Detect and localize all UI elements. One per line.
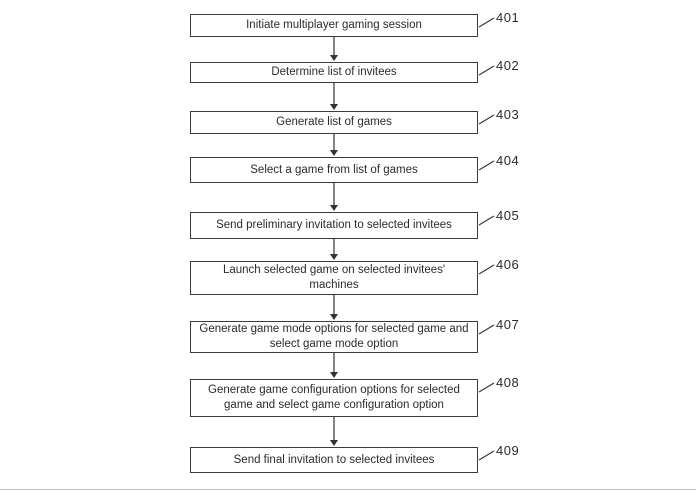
flow-step-label: Determine list of invitees: [271, 66, 397, 79]
leader-line: [479, 115, 494, 124]
reference-number: 402: [496, 58, 520, 73]
flow-arrowhead: [330, 372, 338, 378]
flow-step-label: Send preliminary invitation to selected invitees: [216, 219, 452, 232]
reference-number: 401: [496, 10, 520, 25]
flow-step-box: [190, 447, 478, 473]
flow-step-label: Generate list of games: [276, 116, 392, 129]
reference-number: 408: [496, 375, 520, 390]
flow-step-box: [190, 212, 478, 239]
flow-step-box: [190, 321, 478, 353]
reference-number: 403: [496, 107, 520, 122]
leader-line: [479, 265, 494, 274]
reference-number: 409: [496, 443, 520, 458]
flow-arrowhead: [330, 314, 338, 320]
flow-step-label: Initiate multiplayer gaming session: [246, 19, 422, 32]
flow-arrowhead: [330, 150, 338, 156]
reference-number: 407: [496, 317, 520, 332]
flow-arrowhead: [330, 205, 338, 211]
flow-arrowhead: [330, 55, 338, 61]
flow-step-box: [190, 14, 478, 37]
reference-number: 405: [496, 208, 520, 223]
flow-step-box: [190, 111, 478, 134]
flow-arrowhead: [330, 254, 338, 260]
leader-line: [479, 383, 494, 392]
flow-step-label: Generate game mode options for selected game and select game mode option: [199, 323, 469, 350]
flow-step-box: [190, 157, 478, 183]
leader-line: [479, 451, 494, 460]
flow-arrowhead: [330, 104, 338, 110]
leader-line: [479, 325, 494, 334]
flow-step-label: Select a game from list of games: [250, 163, 418, 176]
flow-arrowhead: [330, 440, 338, 446]
flow-step-label: Send final invitation to selected invitees: [233, 453, 435, 466]
reference-number: 404: [496, 153, 520, 168]
reference-number: 406: [496, 257, 520, 272]
flow-step-label: Generate game configuration options for selected game and select game configuration option: [208, 384, 460, 411]
leader-line: [479, 18, 494, 27]
leader-line: [479, 66, 494, 75]
flow-step-box: [190, 379, 478, 417]
leader-line: [479, 161, 494, 170]
flow-step-label: Launch selected game on selected invitees' machines: [222, 264, 446, 291]
flow-step-box: [190, 261, 478, 295]
flow-step-box: [190, 62, 478, 83]
leader-line: [479, 216, 494, 225]
bottom-divider-line: [0, 489, 696, 490]
